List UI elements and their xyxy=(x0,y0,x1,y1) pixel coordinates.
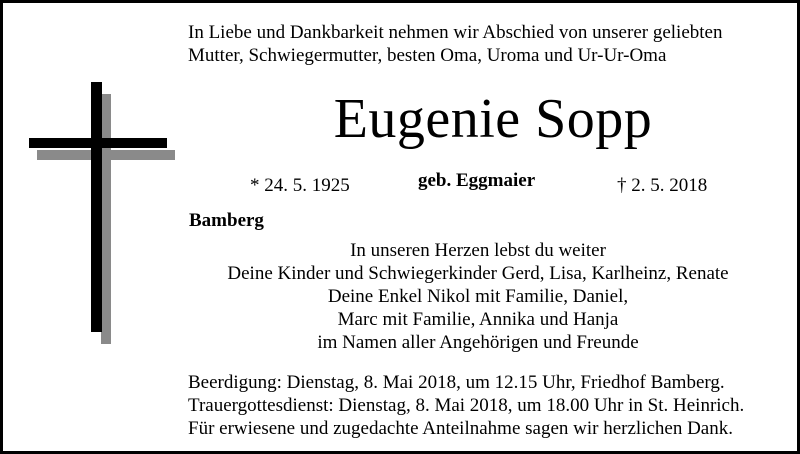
funeral-line: Beerdigung: Dienstag, 8. Mai 2018, um 12.15 Uhr, Friedhof Bamberg. xyxy=(188,372,725,393)
cross-shadow-vertical xyxy=(101,94,111,344)
family-line: In unseren Herzen lebst du weiter xyxy=(350,240,606,261)
cross-icon xyxy=(29,78,175,348)
maiden-name: geb. Eggmaier xyxy=(418,170,536,191)
thanks-line: Für erwiesene und zugedachte Anteilnahme sagen wir herzlichen Dank. xyxy=(188,418,733,439)
place-name: Bamberg xyxy=(189,210,264,231)
intro-line-2: Mutter, Schwiegermutter, besten Oma, Uroma und Ur-Ur-Oma xyxy=(188,45,667,66)
cross-bar-vertical xyxy=(91,82,102,332)
deceased-name: Eugenie Sopp xyxy=(333,88,653,150)
family-line: Deine Kinder und Schwiegerkinder Gerd, Lisa, Karlheinz, Renate xyxy=(227,263,729,284)
birth-date: * 24. 5. 1925 xyxy=(250,175,350,196)
service-info xyxy=(188,371,744,440)
family-line: Marc mit Familie, Annika und Hanja xyxy=(337,309,619,330)
cross-shadow-horizontal xyxy=(37,150,175,160)
intro-text xyxy=(188,21,722,67)
cross-bar-horizontal xyxy=(29,138,167,148)
memorial-service-line: Trauergottesdienst: Dienstag, 8. Mai 2018, um 18.00 Uhr in St. Heinrich. xyxy=(188,395,745,416)
family-line: Deine Enkel Nikol mit Familie, Daniel, xyxy=(327,286,629,307)
family-block xyxy=(189,239,767,354)
family-line: im Namen aller Angehörigen und Freunde xyxy=(317,332,639,353)
death-date: † 2. 5. 2018 xyxy=(617,175,708,196)
intro-line-1: In Liebe und Dankbarkeit nehmen wir Abschied von unserer geliebten xyxy=(188,22,723,43)
